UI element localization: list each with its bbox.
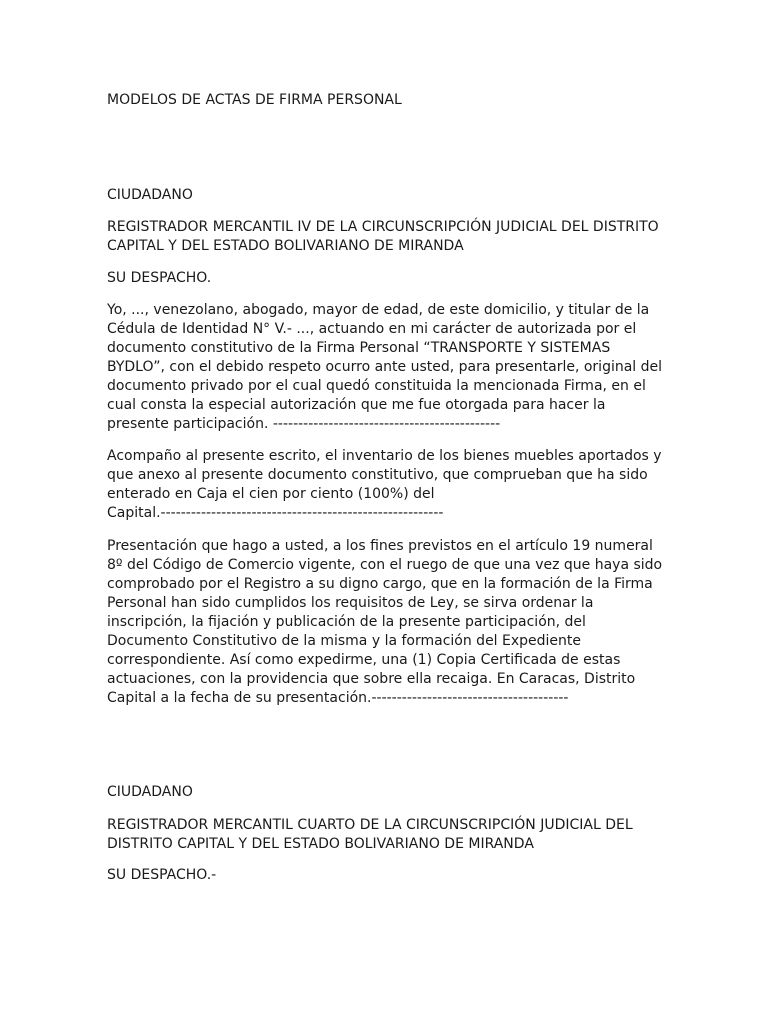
salutation: CIUDADANO: [107, 187, 193, 203]
despacho-line: SU DESPACHO.: [107, 270, 212, 286]
recipient: REGISTRADOR MERCANTIL IV DE LA CIRCUNSCRIPCIÓN JUDICIAL DEL DISTRITO CAPITAL Y DEL ESTADO BOLIVARIANO DE MIRANDA: [107, 219, 659, 254]
body-paragraph: Yo, ..., venezolano, abogado, mayor de edad, de este domicilio, y titular de la Cédula de Identidad N° V.- ..., actuando en mi carácter de autorizada por el documento constitutivo de la Firma Personal “TRANSPORTE Y SISTEMAS BYDLO”, con el debido respeto ocurro ante usted, para presentarle, original del documento privado por el cual quedó constituida la mencionada Firma, en el cual consta la especial autorización que me fue otorgada para hacer la presente participación. ---------------------------------------------: [107, 302, 663, 432]
document-title: MODELOS DE ACTAS DE FIRMA PERSONAL: [107, 92, 402, 108]
body-paragraph: Presentación que hago a usted, a los fines previstos en el artículo 19 numeral 8º del Código de Comercio vigente, con el ruego de que una vez que haya sido comprobado por el Registro a su digno cargo, que en la formación de la Firma Personal han sido cumplidos los requisitos de Ley, se sirva ordenar la inscripción, la fijación y publicación de la presente participación, del Documento Constitutivo de la misma y la formación del Expediente correspondiente. Así como expedirme, una (1) Copia Certificada de estas actuaciones, con la providencia que sobre ella recaiga. En Caracas, Distrito Capital a la fecha de su presentación.---------------------------------------: [107, 538, 663, 706]
recipient: REGISTRADOR MERCANTIL CUARTO DE LA CIRCUNSCRIPCIÓN JUDICIAL DEL DISTRITO CAPITAL Y DEL ESTADO BOLIVARIANO DE MIRANDA: [107, 817, 633, 852]
despacho-line: SU DESPACHO.-: [107, 867, 217, 883]
salutation: CIUDADANO: [107, 784, 193, 800]
body-paragraph: Acompaño al presente escrito, el inventario de los bienes muebles aportados y que anexo al presente documento constitutivo, que comprueban que ha sido enterado en Caja el cien por ciento (100%) del Capital.--------------------------------------------------------: [107, 448, 662, 521]
